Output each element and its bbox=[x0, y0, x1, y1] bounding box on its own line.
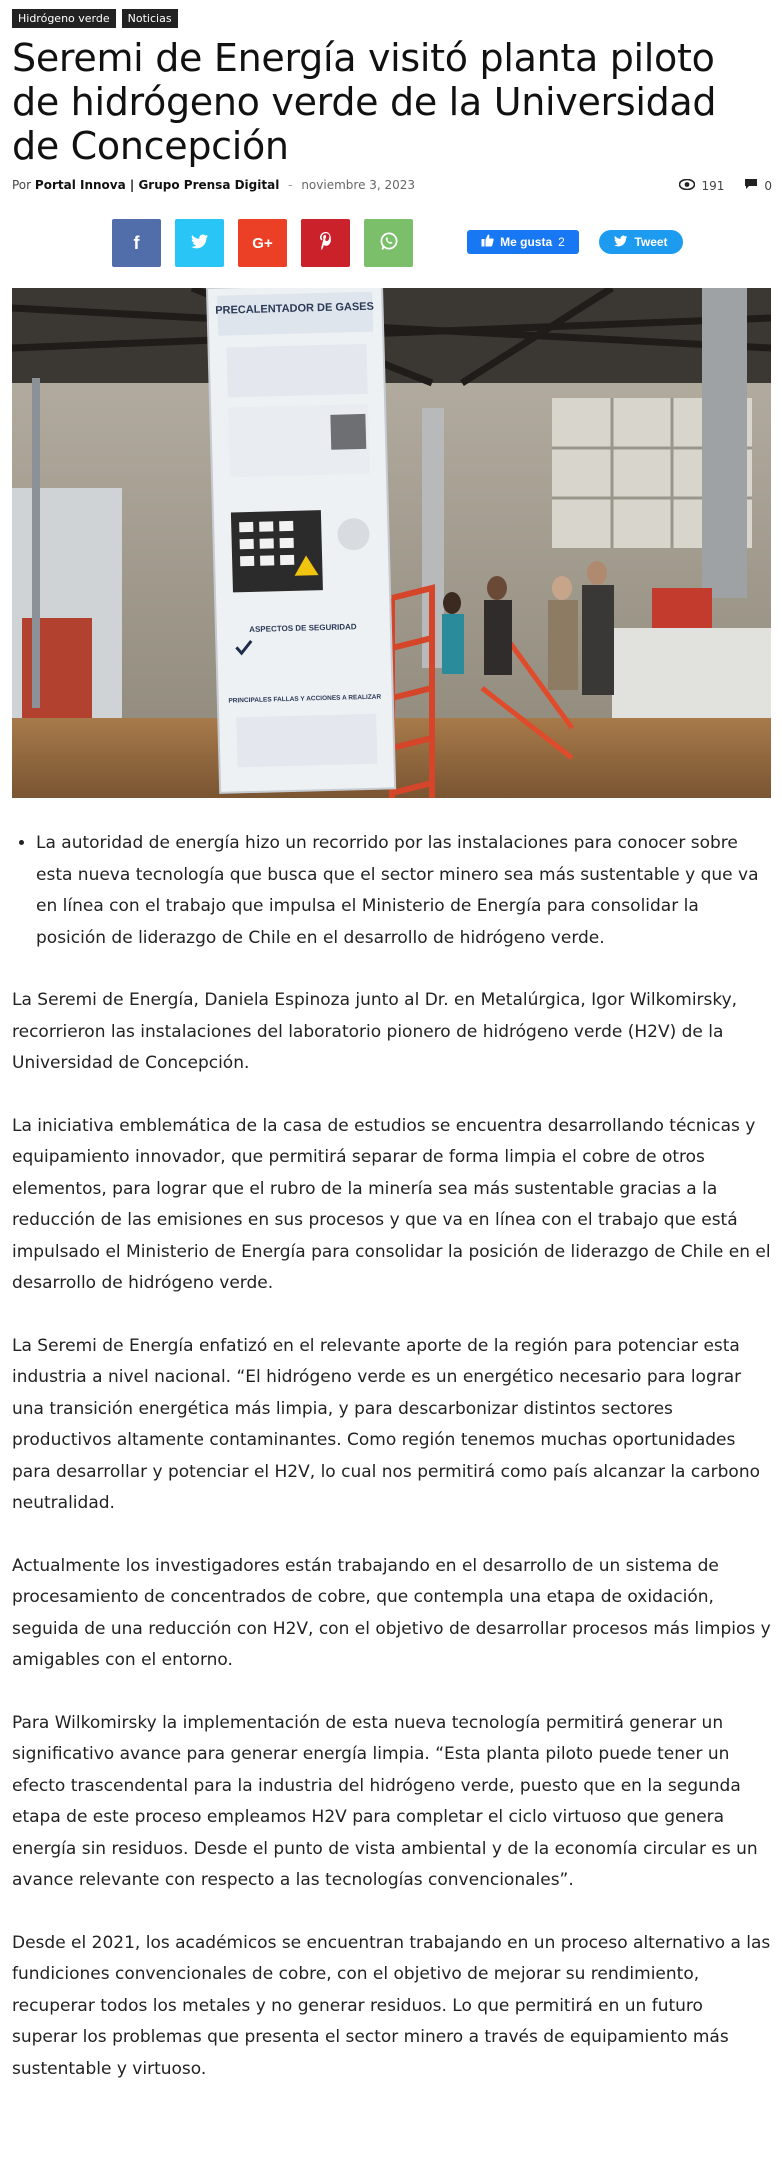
share-whatsapp-button[interactable] bbox=[364, 219, 413, 267]
whatsapp-icon bbox=[379, 231, 399, 256]
facebook-icon: f bbox=[133, 232, 140, 253]
article-paragraph: Para Wilkomirsky la implementación de esta nueva tecnología permitirá generar un significativo avance para generar energía limpia. “Esta planta piloto puede tener un efecto trascendental para la industria del hidrógeno verde, puesto que en la segunda etapa de este proceso empleamos H2V para completar el ciclo virtuoso que genera energía sin residuos. Desde el punto de vista ambiental y de la economía circular es un avance relevante con respecto a las tecnologías convencionales”. bbox=[12, 1712, 758, 1890]
article-paragraph: La Seremi de Energía, Daniela Espinoza junto al Dr. en Metalúrgica, Igor Wilkomirsky, recorrieron las instalaciones del laboratorio pionero de hidrógeno verde (H2V) de la Universidad de Concepción. bbox=[12, 990, 738, 1073]
eye-icon bbox=[679, 179, 695, 193]
comments-count: 0 bbox=[764, 178, 772, 193]
byline bbox=[12, 178, 415, 192]
share-twitter-button[interactable] bbox=[175, 219, 224, 267]
article-stats bbox=[679, 178, 772, 193]
summary-item: • La autoridad de energía hizo un recorrido por las instalaciones para conocer sobre esta nueva tecnología que busca que el sector minero sea más sustentable y que va en línea con el trabajo que impulsa el Ministerio de Energía para consolidar la posición de liderazgo de Chile en el desarrollo de hidrógeno verde. bbox=[36, 828, 772, 954]
views-count: 191 bbox=[701, 178, 725, 193]
like-count: 2 bbox=[558, 235, 565, 249]
article-paragraph: La Seremi de Energía enfatizó en el relevante aporte de la región para potenciar esta industria a nivel nacional. “El hidrógeno verde es un energético necesario para lograr una transición energética más limpia, y para descarbonizar distintos sectores productivos altamente contaminantes. Como región tenemos muchas oportunidades para desarrollar y potenciar el H2V, lo cual nos permitirá como país alcanzar la carbono neutralidad. bbox=[12, 1335, 760, 1513]
article-body bbox=[12, 828, 772, 2116]
author-link[interactable]: Portal Innova | Grupo Prensa Digital bbox=[34, 178, 280, 192]
share-bar bbox=[112, 219, 668, 267]
google-plus-icon: G+ bbox=[252, 234, 273, 252]
pinterest-icon bbox=[319, 232, 333, 255]
tweet-button[interactable] bbox=[599, 230, 683, 254]
by-label: Por bbox=[12, 178, 32, 192]
article-meta bbox=[12, 178, 772, 198]
thumbs-up-icon bbox=[481, 234, 494, 250]
meta-separator: - bbox=[288, 178, 293, 192]
comment-icon bbox=[744, 178, 758, 193]
twitter-icon bbox=[191, 233, 209, 254]
share-pinterest-button[interactable] bbox=[301, 219, 350, 267]
share-google-plus-button[interactable] bbox=[238, 219, 287, 267]
views-stat bbox=[679, 179, 724, 193]
category-tag-hidrogeno-verde[interactable]: Hidrógeno verde bbox=[12, 9, 116, 28]
poster-safety: ASPECTOS DE SEGURIDAD bbox=[249, 622, 357, 635]
comments-stat[interactable] bbox=[744, 178, 772, 193]
facebook-like-button[interactable] bbox=[467, 230, 579, 254]
article-title: Seremi de Energía visitó planta piloto de hidrógeno verde de la Universidad de Concepción bbox=[12, 36, 717, 168]
article-paragraph: Desde el 2021, los académicos se encuentran trabajando en un proceso alternativo a las fundiciones convencionales de cobre, con el objetivo de mejorar su rendimiento, recuperar todos los metales y no generar residuos. Lo que permitirá en un futuro superar los problemas que presenta el sector minero a través de equipamiento más sustentable y virtuoso. bbox=[12, 1932, 771, 2079]
twitter-bird-icon bbox=[614, 235, 628, 250]
category-tag-noticias[interactable]: Noticias bbox=[122, 9, 178, 28]
article-paragraph: Actualmente los investigadores están trabajando en el desarrollo de un sistema de procesamiento de concentrados de cobre, que contempla una etapa de oxidación, seguida de una reducción con H2V, con el objetivo de desarrollar procesos más limpios y amigables con el entorno. bbox=[12, 1555, 771, 1670]
featured-image bbox=[12, 288, 771, 798]
poster-heading: PRECALENTADOR DE GASES bbox=[215, 300, 375, 317]
poster-faults: PRINCIPALES FALLAS Y ACCIONES A REALIZAR bbox=[228, 693, 382, 705]
publish-date: noviembre 3, 2023 bbox=[301, 178, 416, 192]
article-paragraph: La iniciativa emblemática de la casa de estudios se encuentra desarrollando técnicas y equipamiento innovador, que permitirá separar de forma limpia el cobre de otros elementos, para lograr que el rubro de la minería sea más sustentable gracias a la reducción de las emisiones en sus procesos y que va en línea con el trabajo que está impulsado el Ministerio de Energía para consolidar la posición de liderazgo de Chile en el desarrollo de hidrógeno verde. bbox=[12, 1115, 771, 1293]
like-label: Me gusta bbox=[500, 235, 553, 249]
tweet-label: Tweet bbox=[634, 235, 668, 249]
summary-list bbox=[12, 828, 772, 954]
category-tags bbox=[12, 9, 178, 28]
share-facebook-button[interactable] bbox=[112, 219, 161, 267]
